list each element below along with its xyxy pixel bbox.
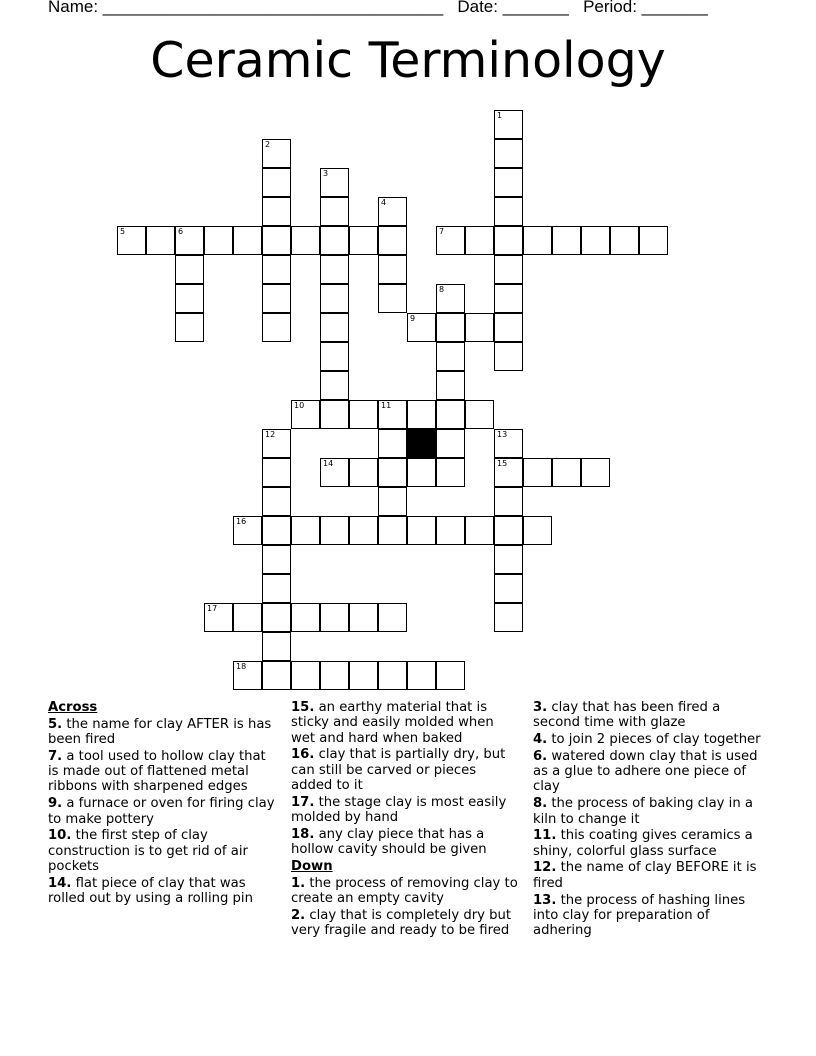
grid-cell[interactable] — [436, 458, 465, 487]
clue-item: 16. clay that is partially dry, but can still be carved or pieces added to it — [291, 747, 506, 793]
clue-number: 7 — [439, 227, 445, 236]
clue-number: 18 — [236, 662, 247, 671]
grid-cell[interactable] — [320, 284, 349, 313]
grid-cell[interactable] — [262, 487, 291, 516]
clue-number: 3 — [323, 169, 329, 178]
grid-cell[interactable] — [262, 545, 291, 574]
grid-cell[interactable] — [552, 226, 581, 255]
grid-cell[interactable] — [494, 342, 523, 371]
grid-cell[interactable] — [146, 226, 175, 255]
grid-cell[interactable] — [465, 400, 494, 429]
grid-cell[interactable] — [320, 226, 349, 255]
grid-cell[interactable] — [349, 226, 378, 255]
grid-cell[interactable] — [494, 429, 523, 458]
grid-cell[interactable] — [233, 516, 262, 545]
grid-cell[interactable] — [378, 458, 407, 487]
grid-cell[interactable] — [262, 603, 291, 632]
grid-cell[interactable] — [523, 226, 552, 255]
clue-number: 4 — [381, 198, 387, 207]
grid-cell[interactable] — [436, 284, 465, 313]
grid-cell[interactable] — [436, 342, 465, 371]
clue-item: 4. to join 2 pieces of clay together — [533, 732, 761, 748]
grid-cell[interactable] — [233, 603, 262, 632]
clue-number: 1 — [497, 111, 503, 120]
clue-item: 18. any clay piece that has a hollow cavity should be given — [291, 826, 487, 858]
grid-cell[interactable] — [407, 313, 436, 342]
grid-cell[interactable] — [320, 313, 349, 342]
grid-cell[interactable] — [175, 284, 204, 313]
grid-cell[interactable] — [407, 458, 436, 487]
grid-cell[interactable] — [262, 284, 291, 313]
grid-cell[interactable] — [581, 226, 610, 255]
clue-number: 9 — [410, 314, 416, 323]
clue-number: 5 — [120, 227, 126, 236]
clue-item: 9. a furnace or oven for firing clay to make pottery — [48, 796, 275, 827]
grid-cell[interactable] — [291, 661, 320, 690]
clue-number: 14 — [323, 459, 334, 468]
grid-cell[interactable] — [320, 516, 349, 545]
grid-cell[interactable] — [349, 458, 378, 487]
grid-cell[interactable] — [465, 313, 494, 342]
grid-cell[interactable] — [581, 458, 610, 487]
grid-cell[interactable] — [639, 226, 668, 255]
grid-cell[interactable] — [407, 400, 436, 429]
grid-cell[interactable] — [436, 313, 465, 342]
grid-cell[interactable] — [117, 226, 146, 255]
grid-cell[interactable] — [523, 516, 552, 545]
grid-cell[interactable] — [262, 458, 291, 487]
grid-cell[interactable] — [436, 400, 465, 429]
grid-cell[interactable] — [204, 226, 233, 255]
grid-cell[interactable] — [291, 400, 320, 429]
grid-cell[interactable] — [378, 487, 407, 516]
grid-cell[interactable] — [349, 603, 378, 632]
clue-item: 3. clay that has been fired a second time with glaze — [533, 700, 721, 731]
clue-item: 10. the first step of clay construction is to get rid of air pockets — [48, 828, 248, 874]
clue-item: 5. the name for clay AFTER is has been fired — [48, 716, 272, 748]
grid-cell[interactable] — [349, 516, 378, 545]
grid-cell[interactable] — [378, 429, 407, 458]
clue-number: 6 — [178, 227, 184, 236]
grid-cell[interactable] — [436, 371, 465, 400]
grid-cell[interactable] — [320, 661, 349, 690]
clue-column-2 — [291, 700, 519, 940]
grid-cell[interactable] — [494, 255, 523, 284]
grid-cell[interactable] — [494, 487, 523, 516]
puzzle-title: Ceramic Terminology — [150, 32, 666, 89]
grid-cell[interactable] — [436, 516, 465, 545]
grid-cell[interactable] — [552, 458, 581, 487]
grid-cell[interactable] — [320, 197, 349, 226]
clue-number: 17 — [207, 604, 218, 613]
grid-cell[interactable] — [436, 226, 465, 255]
grid-cell[interactable] — [233, 661, 262, 690]
grid-cell[interactable] — [378, 516, 407, 545]
grid-cell[interactable] — [494, 458, 523, 487]
black-square — [407, 429, 436, 458]
grid-cell[interactable] — [349, 661, 378, 690]
grid-cell[interactable] — [262, 255, 291, 284]
clue-item: 6. watered down clay that is used as a glue to adhere one piece of clay — [533, 748, 758, 795]
clue-number: 2 — [265, 140, 271, 149]
grid-cell[interactable] — [494, 313, 523, 342]
grid-cell[interactable] — [494, 226, 523, 255]
period-field[interactable]: Period: _______ — [583, 0, 708, 16]
clue-item: 12. the name of clay BEFORE it is fired — [533, 860, 757, 891]
grid-cell[interactable] — [262, 168, 291, 197]
clue-item: 17. the stage clay is most easily molded by hand — [291, 794, 507, 826]
grid-cell[interactable] — [378, 226, 407, 255]
grid-cell[interactable] — [494, 110, 523, 139]
grid-cell[interactable] — [320, 168, 349, 197]
grid-cell[interactable] — [349, 400, 378, 429]
grid-cell[interactable] — [378, 255, 407, 284]
name-field[interactable]: Name: ____________________________________ — [48, 0, 444, 16]
grid-cell[interactable] — [494, 516, 523, 545]
grid-cell[interactable] — [175, 226, 204, 255]
clue-item: 1. the process of removing clay to create an empty cavity — [291, 875, 518, 907]
grid-cell[interactable] — [320, 371, 349, 400]
clue-item: 11. this coating gives ceramics a shiny, colorful glass surface — [533, 828, 753, 859]
grid-cell[interactable] — [262, 197, 291, 226]
clue-item: 2. clay that is completely dry but very fragile and ready to be fired — [291, 907, 512, 939]
grid-cell[interactable] — [610, 226, 639, 255]
clue-number: 15 — [497, 459, 508, 468]
grid-cell[interactable] — [407, 661, 436, 690]
grid-cell[interactable] — [320, 458, 349, 487]
clue-item: 15. an earthy material that is sticky and easily molded when wet and hard when baked — [291, 700, 494, 746]
clue-item: 13. the process of hashing lines into clay for preparation of adhering — [533, 892, 746, 939]
grid-cell[interactable] — [291, 603, 320, 632]
grid-cell[interactable] — [436, 429, 465, 458]
clue-number: 8 — [439, 285, 445, 294]
grid-cell[interactable] — [175, 313, 204, 342]
grid-cell[interactable] — [378, 661, 407, 690]
grid-cell[interactable] — [233, 226, 262, 255]
grid-cell[interactable] — [436, 661, 465, 690]
grid-cell[interactable] — [494, 603, 523, 632]
grid-cell[interactable] — [320, 342, 349, 371]
grid-cell[interactable] — [262, 429, 291, 458]
grid-cell[interactable] — [262, 661, 291, 690]
clue-heading: Across — [48, 700, 98, 715]
grid-cell[interactable] — [378, 197, 407, 226]
grid-cell[interactable] — [262, 574, 291, 603]
grid-cell[interactable] — [175, 255, 204, 284]
clue-item: 14. flat piece of clay that was rolled out by using a rolling pin — [48, 875, 253, 907]
grid-cell[interactable] — [378, 400, 407, 429]
clue-number: 13 — [497, 430, 508, 439]
grid-cell[interactable] — [523, 458, 552, 487]
grid-cell[interactable] — [262, 632, 291, 661]
grid-cell[interactable] — [320, 400, 349, 429]
grid-cell[interactable] — [494, 168, 523, 197]
clue-number: 12 — [265, 430, 276, 439]
grid-cell[interactable] — [494, 139, 523, 168]
grid-cell[interactable] — [204, 603, 233, 632]
grid-cell[interactable] — [262, 139, 291, 168]
clue-column-1 — [48, 700, 276, 908]
grid-cell[interactable] — [494, 574, 523, 603]
date-field[interactable]: Date: _______ — [457, 0, 569, 16]
clue-item: 8. the process of baking clay in a kiln to change it — [533, 796, 753, 827]
grid-cell[interactable] — [465, 516, 494, 545]
clue-number: 11 — [381, 401, 392, 410]
grid-cell[interactable] — [494, 197, 523, 226]
clue-number: 10 — [294, 401, 305, 410]
grid-cell[interactable] — [262, 226, 291, 255]
grid-cell[interactable] — [465, 226, 494, 255]
grid-cell[interactable] — [494, 284, 523, 313]
grid-cell[interactable] — [291, 516, 320, 545]
grid-cell[interactable] — [378, 284, 407, 313]
grid-cell[interactable] — [378, 603, 407, 632]
grid-cell[interactable] — [262, 516, 291, 545]
grid-cell[interactable] — [494, 545, 523, 574]
clue-number: 16 — [236, 517, 247, 526]
grid-cell[interactable] — [291, 226, 320, 255]
grid-cell[interactable] — [262, 313, 291, 342]
clue-heading: Down — [291, 858, 333, 874]
clue-column-3 — [533, 700, 761, 940]
grid-cell[interactable] — [407, 516, 436, 545]
clue-item: 7. a tool used to hollow clay that is made out of flattened metal ribbons with sharpened edges — [48, 748, 266, 795]
grid-cell[interactable] — [320, 255, 349, 284]
grid-cell[interactable] — [320, 603, 349, 632]
